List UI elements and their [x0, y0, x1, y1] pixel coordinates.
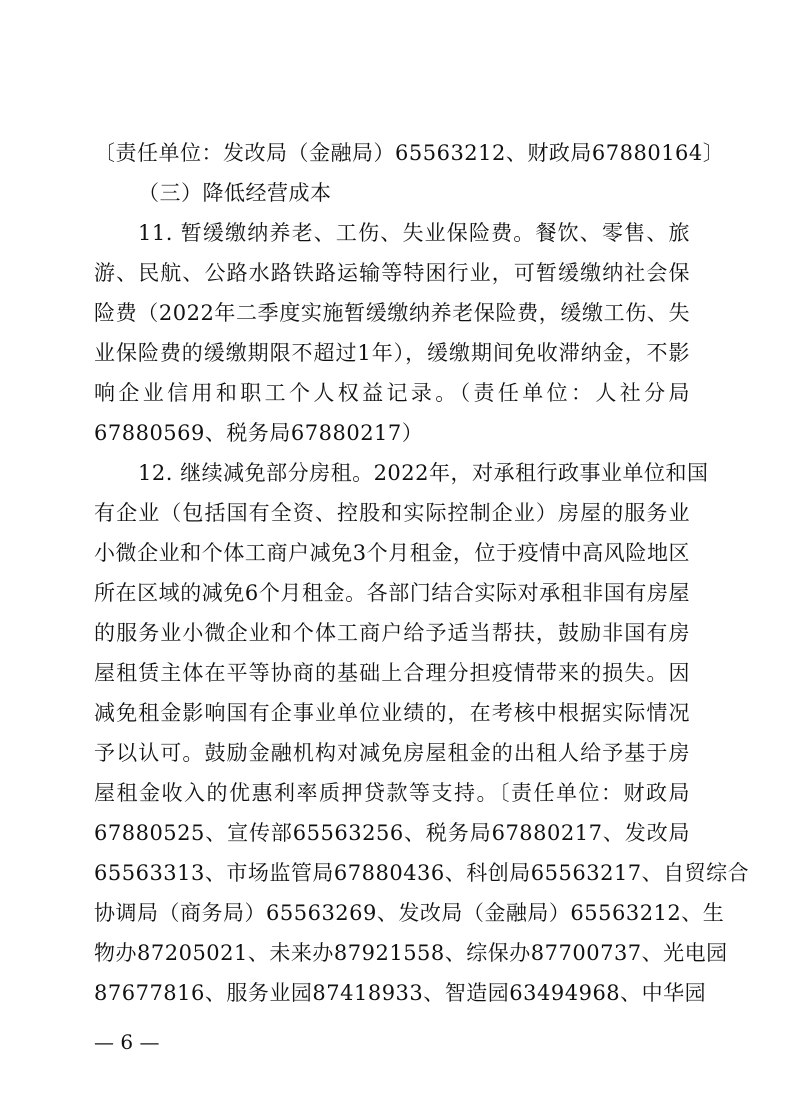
- paragraph-line: 物办87205021、未来办87921558、综保办87700737、光电园: [94, 941, 728, 965]
- paragraph-line: 67880525、宣传部65563256、税务局67880217、发改局: [94, 821, 690, 845]
- paragraph-line: 所在区域的减免6个月租金。各部门结合实际对承租非国有房屋: [94, 581, 690, 605]
- paragraph-line: 小微企业和个体工商户减免3个月租金，位于疫情中高风险地区: [94, 541, 690, 565]
- paragraph-line: 协调局（商务局）65563269、发改局（金融局）65563212、生: [94, 901, 725, 925]
- item-12-title: 12. 继续减免部分房租。2022年，对承租行政事业单位和国: [138, 461, 709, 485]
- paragraph-line: 予以认可。鼓励金融机构对减免房屋租金的出租人给予基于房: [94, 741, 690, 765]
- paragraph-line: 有企业（包括国有全资、控股和实际控制企业）房屋的服务业: [94, 501, 690, 525]
- paragraph-line: 游、民航、公路水路铁路运输等特困行业，可暂缓缴纳社会保: [94, 261, 690, 285]
- section-heading: （三）降低经营成本: [138, 181, 332, 205]
- paragraph-line: 业保险费的缓缴期限不超过1年），缓缴期间免收滞纳金，不影: [94, 341, 690, 365]
- paragraph-line: 减免租金影响国有企事业单位业绩的，在考核中根据实际情况: [94, 701, 690, 725]
- paragraph-line: 屋租金收入的优惠利率质押贷款等支持。〔责任单位：财政局: [94, 781, 690, 805]
- paragraph-line: 65563313、市场监管局67880436、科创局65563217、自贸综合: [94, 861, 750, 885]
- paragraph-line: 屋租赁主体在平等协商的基础上合理分担疫情带来的损失。因: [94, 661, 690, 685]
- responsibility-units-line-1: 〔责任单位：发改局（金融局）65563212、财政局67880164〕: [94, 141, 725, 165]
- paragraph-line: 67880569、税务局67880217）: [94, 421, 424, 445]
- page-number: — 6 —: [94, 1030, 160, 1054]
- paragraph-line: 响企业信用和职工个人权益记录。（责任单位：人社分局: [94, 381, 690, 405]
- paragraph-line: 的服务业小微企业和个体工商户给予适当帮扶，鼓励非国有房: [94, 621, 690, 645]
- paragraph-line: 险费（2022年二季度实施暂缓缴纳养老保险费，缓缴工伤、失: [94, 301, 690, 325]
- item-11-title: 11. 暂缓缴纳养老、工伤、失业保险费。餐饮、零售、旅: [138, 221, 690, 245]
- paragraph-line: 87677816、服务业园87418933、智造园63494968、中华园: [94, 981, 707, 1005]
